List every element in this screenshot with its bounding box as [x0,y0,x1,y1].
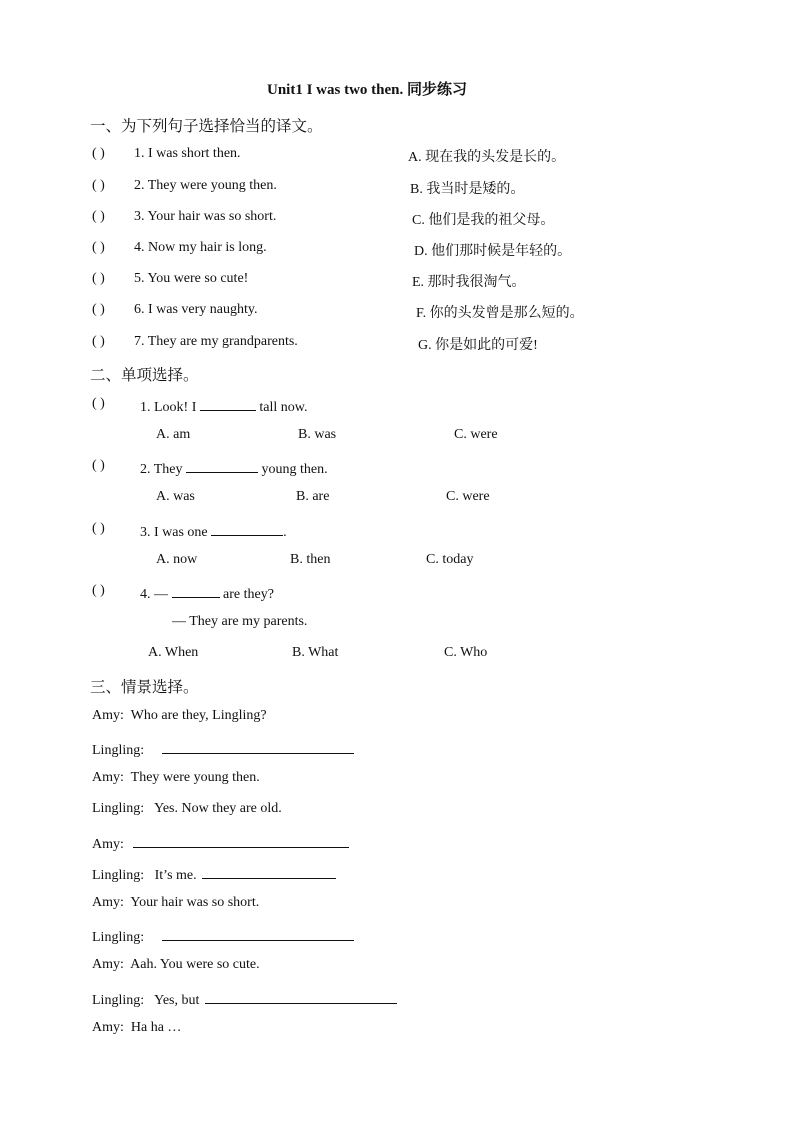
translation-option: E. 那时我很淘气。 [412,275,526,290]
answer-blank[interactable] [162,739,354,754]
sentence-en: 2. They were young then. [134,178,277,193]
option-b: B. What [292,645,339,660]
dialogue-line: Lingling: Yes, but [92,989,397,1009]
page-title: Unit1 I was two then. 同步练习 [266,82,467,98]
reply-line: — They are my parents. [172,614,308,629]
dialogue-line: Lingling: It’s me. [92,864,336,884]
translation-option: C. 他们是我的祖父母。 [412,213,555,228]
dialogue-line: Amy: [92,833,349,853]
option-a: A. am [156,427,191,442]
option-c: C. Who [444,645,488,660]
answer-blank[interactable] [202,864,336,879]
sentence-en: 1. I was short then. [134,146,241,161]
option-c: C. today [426,552,474,567]
translation-option: G. 你是如此的可爱! [418,338,538,353]
option-a: A. was [156,489,195,504]
sentence-en: 6. I was very naughty. [134,302,258,317]
sentence-en: 3. Your hair was so short. [134,209,277,224]
sentence-en: 4. Now my hair is long. [134,240,267,255]
translation-option: A. 现在我的头发是长的。 [408,150,566,165]
dialogue-line: Amy: They were young then. [92,770,260,785]
section1-heading: 一、为下列句子选择恰当的译文。 [90,118,323,135]
translation-option: D. 他们那时候是年轻的。 [414,244,572,259]
dialogue-line: Lingling: Yes. Now they are old. [92,801,282,816]
sentence-en: 7. They are my grandparents. [134,334,298,349]
section3-heading: 三、情景选择。 [90,679,199,696]
answer-blank[interactable] [200,396,256,411]
answer-blank[interactable] [133,833,349,848]
translation-option: F. 你的头发曾是那么短的。 [416,306,584,321]
option-c: C. were [454,427,498,442]
dialogue-line: Amy: Aah. You were so cute. [92,957,260,972]
section2-heading: 二、单项选择。 [90,367,199,384]
dialogue-line: Amy: Your hair was so short. [92,895,260,910]
option-b: B. then [290,552,331,567]
option-a: A. When [148,645,199,660]
sentence-en: 5. You were so cute! [134,271,249,286]
option-b: B. are [296,489,330,504]
option-a: A. now [156,552,198,567]
option-c: C. were [446,489,490,504]
answer-blank[interactable] [211,521,283,536]
worksheet-page: Unit1 I was two then. 同步练习 一、为下列句子选择恰当的译文。 ( ) 1. I was short then. A. 现在我的头发是长的。 ( ) 2. They were young then. B. 我当时是矮的。 ( ) 3. Your hair was so short. C. 他们是我的祖父母。 ( ) 4. Now my hair is long. D. 他们那时候是年轻的。 ( ) 5. You were so cute! E. 那时我很淘气。 ( ) 6. I was very naughty. F. 你的头发曾是那么短的。 ( ) 7. They are my grandparents. G. 你是如此的可爱! 二、单项选择。 ( ) 1. Look! I tall now. A. am B. was C. were ( ) 2. They young then. A. was B. are C. were ( ) 3. I was one . A. now B. then C. today ( ) 4. — are they? — They are my parents. A. When B. What C. Who 三、情景选择。 Amy: Who are they, Lingling? Lingling: Amy: They were young then. Lingling: Yes. Now they are old. Amy: Lingling: It’s me. Amy: Your hair was so short. Lingling: Amy: Aah. You were so cute. Lingling: Yes, but Amy: Ha ha … [0,0,794,1123]
dialogue-line: Lingling: [92,739,354,759]
answer-blank[interactable] [162,926,354,941]
dialogue-line: Amy: Ha ha … [92,1020,182,1035]
answer-blank[interactable] [205,989,397,1004]
dialogue-line: Amy: Who are they, Lingling? [92,708,267,723]
dialogue-line: Lingling: [92,926,354,946]
answer-blank[interactable] [172,583,220,598]
option-b: B. was [298,427,337,442]
translation-option: B. 我当时是矮的。 [410,182,525,197]
answer-blank[interactable] [186,458,258,473]
